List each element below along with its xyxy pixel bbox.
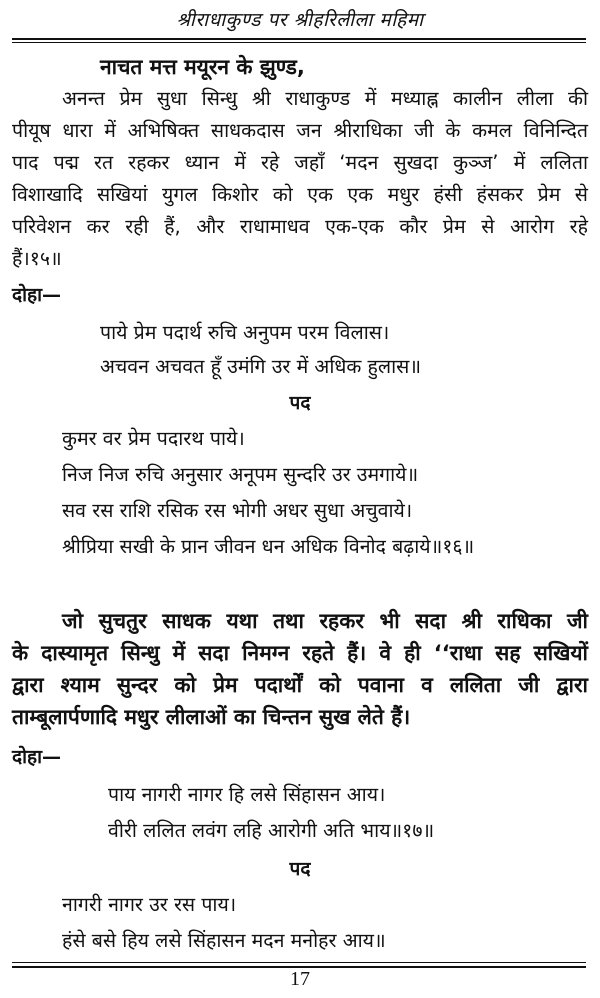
section1-prose-line: पाद पद्म रत रहकर ध्यान में रहे जहाँ ‘मदन सुखदा कुञ्ज’ में ललिता (12, 151, 588, 174)
section2-pada-label: पद (289, 858, 311, 880)
running-head: श्रीराधाकुण्ड पर श्रीहरिलीला महिमा (176, 9, 424, 31)
section1-pada-line: कुमर वर प्रेम पदारथ पाये। (62, 427, 245, 450)
section1-pada-line: निज निज रुचि अनुसार अनूपम सुन्दरि उर उमगाये॥ (62, 463, 419, 486)
section1-prose-line: हैं।१५॥ (12, 247, 62, 270)
section1-prose-line: अनन्त प्रेम सुधा सिन्धु श्री राधाकुण्ड में मध्याह्न कालीन लीला की (62, 87, 588, 110)
section2-doha-label: दोहा— (12, 746, 62, 768)
section2-prose-line: के दास्यामृत सिन्धु में सदा निमग्न रहते हैं। वे ही ‘‘राधा सह सखियों (12, 641, 588, 665)
section1-pada-label: पद (289, 392, 311, 414)
header-rule-thin (12, 42, 586, 43)
section1-doha-label: दोहा— (12, 284, 62, 306)
footer-rule-thin (12, 962, 586, 963)
section1-prose-line: विशाखादि सखियां युगल किशोर को एक एक मधुर हंसी हंसकर प्रेम से (12, 183, 588, 206)
section2-pada-line: नागरी नागर उर रस पाय। (62, 893, 237, 916)
section2-doha-line: वीरी ललित लवंग लहि आरोगी अति भाय॥१७॥ (108, 819, 435, 842)
page-number: 17 (290, 968, 310, 990)
section1-heading: नाचत मत्त मयूरन के झुण्ड, (100, 55, 305, 79)
section2-prose-line: ताम्बूलार्पणादि मधुर लीलाओं का चिन्तन सुख लेते हैं। (12, 705, 411, 729)
section2-prose-line: द्वारा श्याम सुन्दर को प्रेम पदार्थों को पवाना व ललिता जी द्वारा (12, 673, 588, 697)
section1-prose-line: परिवेशन कर रही हैं, और राधामाधव एक-एक कौर प्रेम से आरोग रहे (12, 215, 588, 238)
section2-doha-line: पाय नागरी नागर हि लसे सिंहासन आय। (108, 783, 386, 806)
header-rule-thick (12, 38, 586, 40)
section2-prose-line: जो सुचतुर साधक यथा तथा रहकर भी सदा श्री राधिका जी (62, 609, 588, 633)
section1-pada-line: सव रस राशि रसिक रस भोगी अधर सुधा अचुवाये। (62, 499, 413, 522)
section1-doha-line: पाये प्रेम पदार्थ रुचि अनुपम परम विलास। (100, 321, 390, 344)
section2-pada-line: हंसे बसे हिय लसे सिंहासन मदन मनोहर आय॥ (62, 929, 386, 952)
section1-doha-line: अचवन अचवत हूँ उमंगि उर में अधिक हुलास॥ (100, 355, 422, 378)
section1-pada-line: श्रीप्रिया सखी के प्रान जीवन धन अधिक विनोद बढ़ाये॥१६॥ (62, 535, 475, 558)
section1-prose-line: पीयूष धारा में अभिषिक्त साधकदास जन श्रीराधिका जी के कमल विनिन्दित (12, 119, 588, 142)
